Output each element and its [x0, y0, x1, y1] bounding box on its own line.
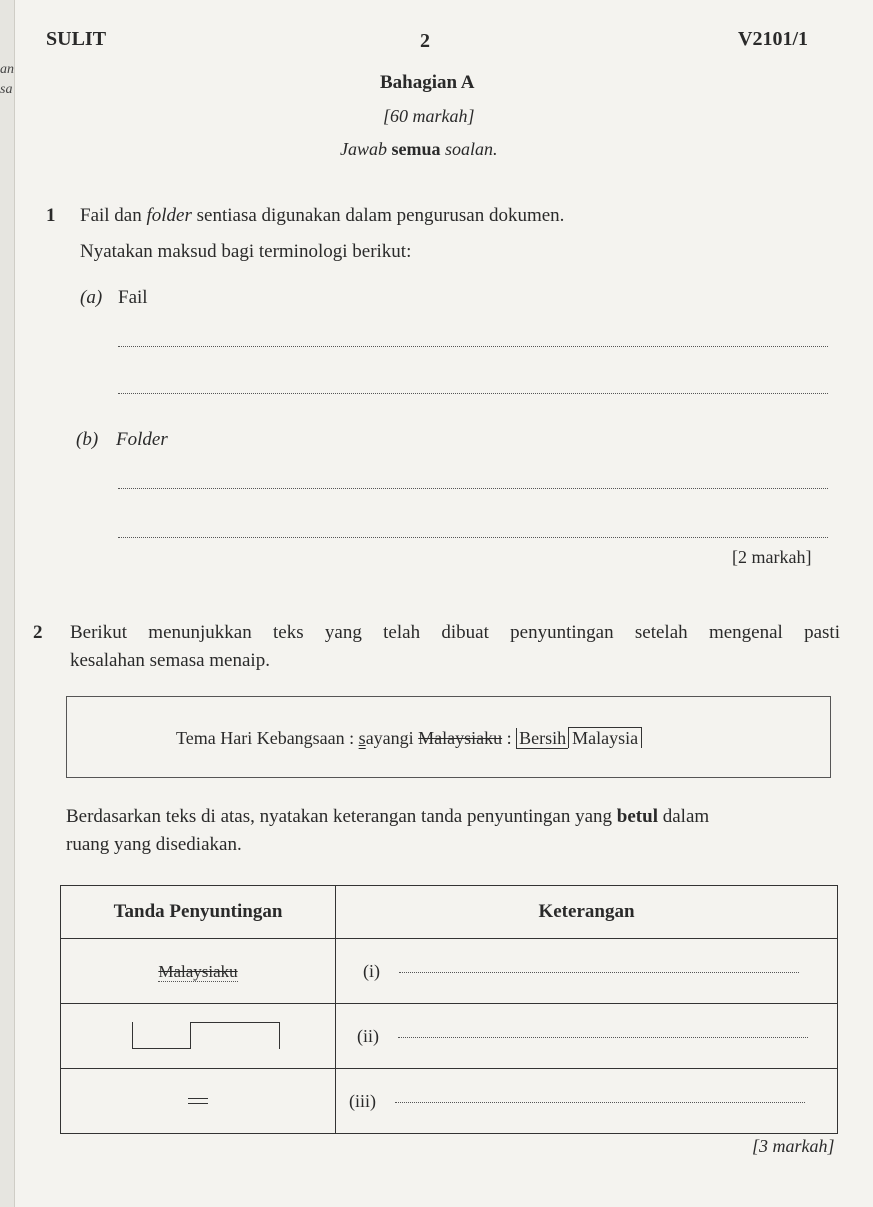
answer-cell — [336, 1004, 838, 1069]
part-b-term: Folder — [116, 429, 168, 450]
answer-cell — [336, 939, 838, 1004]
answer-line[interactable] — [398, 1037, 808, 1038]
stem-text: sentiasa digunakan dalam pengurusan dokumen. — [191, 205, 565, 226]
table-row — [61, 939, 838, 1004]
question-instruction: Nyatakan maksud bagi terminologi berikut: — [80, 241, 412, 262]
delete-mark-example: Malaysiaku — [158, 961, 238, 981]
stem-text-italic: folder — [146, 205, 192, 226]
margin-fragment: an — [0, 62, 14, 77]
edited-text — [176, 728, 642, 749]
instr-word: Jawab — [340, 139, 387, 159]
section-instruction — [340, 139, 498, 160]
table-row — [61, 1004, 838, 1069]
capitalise-mark: s — [358, 728, 366, 748]
delete-mark: Malaysiaku — [418, 728, 503, 748]
answer-line[interactable] — [118, 488, 828, 489]
question-stem-line: kesalahan semasa menaip. — [70, 650, 270, 671]
question-instruction-line: ruang yang disediakan. — [66, 834, 242, 855]
table-header: Tanda Penyuntingan — [61, 886, 336, 939]
edited-text-prefix: Tema Hari Kebangsaan : — [176, 728, 359, 748]
section-title: Bahagian A — [380, 72, 475, 93]
answer-label: (ii) — [357, 1025, 379, 1046]
capitalise-mark-example — [188, 1098, 208, 1104]
mark-cell — [61, 1004, 336, 1069]
question-number: 1 — [46, 205, 56, 226]
editing-marks-table — [60, 885, 838, 1134]
question-instruction-line — [66, 806, 838, 828]
page-edge — [0, 0, 15, 1207]
answer-label: (i) — [363, 960, 380, 981]
instr-text: Berdasarkan teks di atas, nyatakan keterangan tanda penyuntingan yang — [66, 806, 617, 827]
instr-word: soalan. — [445, 139, 498, 159]
answer-cell — [336, 1069, 838, 1134]
instr-text-bold: betul — [616, 806, 658, 827]
answer-line[interactable] — [118, 346, 828, 347]
mark-cell — [61, 939, 336, 1004]
edited-colon: : — [502, 728, 517, 748]
section-marks: [60 markah] — [383, 106, 475, 126]
instr-word-bold: semua — [391, 139, 441, 159]
page-number: 2 — [420, 30, 430, 52]
answer-line[interactable] — [399, 972, 799, 973]
paper-code: V2101/1 — [738, 28, 808, 50]
marks-text: [2 markah] — [732, 547, 812, 567]
part-a-term: Fail — [118, 287, 148, 308]
mark-cell — [61, 1069, 336, 1134]
question-number: 2 — [33, 622, 43, 643]
question-stem-line: Berikut menunjukkan teks yang telah dibuat penyuntingan setelah mengenal pasti — [70, 622, 840, 643]
space-mark-left: Bersih — [516, 728, 568, 749]
table-header: Keterangan — [336, 886, 838, 939]
stem-text: Fail dan — [80, 205, 147, 226]
header-sulit: SULIT — [46, 28, 107, 50]
answer-line[interactable] — [395, 1102, 805, 1103]
answer-label: (iii) — [349, 1090, 376, 1111]
q1-marks — [732, 547, 811, 568]
space-mark-right: Malaysia — [568, 727, 642, 748]
part-b-label: (b) — [76, 429, 99, 450]
question-stem — [80, 205, 564, 227]
instr-text: dalam — [657, 806, 710, 827]
answer-line[interactable] — [118, 393, 828, 394]
answer-line[interactable] — [118, 537, 828, 538]
q2-marks — [752, 1136, 835, 1157]
space-mark-example — [62, 1018, 334, 1054]
table-row — [61, 1069, 838, 1134]
margin-fragment: sa — [0, 82, 13, 97]
edited-word: ayangi — [365, 728, 419, 748]
part-a-label: (a) — [80, 287, 103, 308]
marks-text: [3 markah] — [752, 1136, 835, 1156]
